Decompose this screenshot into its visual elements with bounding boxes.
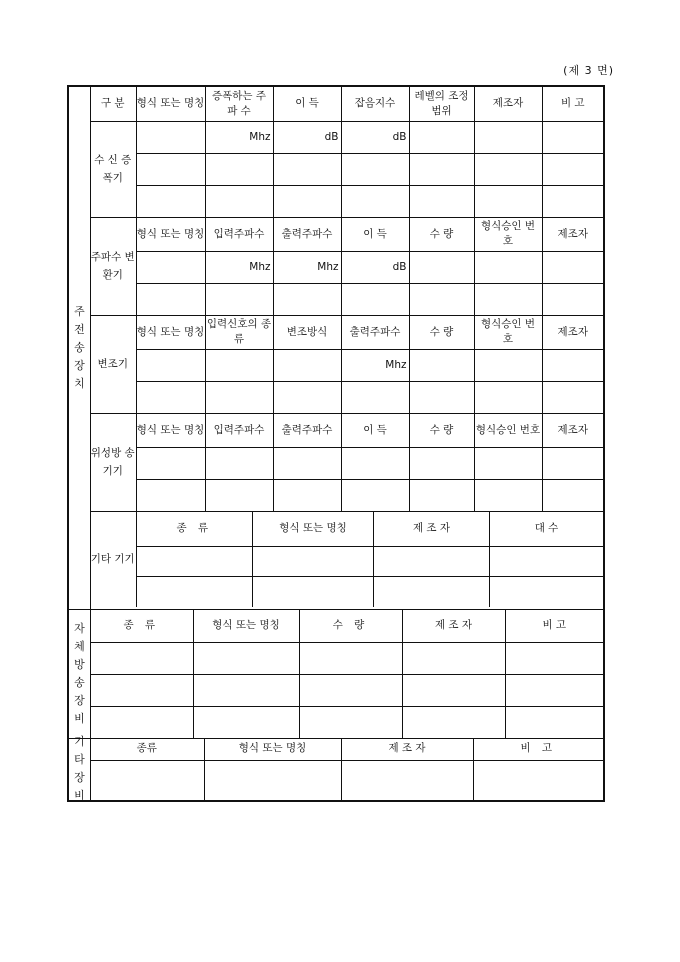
etc-block <box>90 511 603 607</box>
amp-cell[interactable] <box>341 153 409 185</box>
conv-cell[interactable] <box>273 283 341 315</box>
amp-cell[interactable] <box>136 121 205 153</box>
self-header-row <box>90 609 603 642</box>
self-cell[interactable] <box>505 706 603 738</box>
sat-row <box>90 447 603 479</box>
conv-unit-in: Mhz <box>205 251 273 283</box>
etc-cell[interactable] <box>137 577 253 607</box>
etc-header-manufacturer: 제 조 자 <box>374 512 490 547</box>
conv-header-cell: 입력주파수 <box>205 217 273 251</box>
mod-cell[interactable] <box>409 381 474 413</box>
amp-label: 수 신 증폭기 <box>90 121 136 217</box>
sat-cell[interactable] <box>474 447 542 479</box>
sat-header-cell: 출력주파수 <box>273 413 341 447</box>
conv-cell[interactable] <box>341 283 409 315</box>
other-header-remarks: 비 고 <box>473 738 603 760</box>
self-cell[interactable] <box>505 642 603 674</box>
mod-row <box>90 381 603 413</box>
mod-cell[interactable] <box>341 381 409 413</box>
header-remarks: 비 고 <box>542 87 603 121</box>
mod-cell[interactable] <box>273 381 341 413</box>
etc-cell[interactable] <box>374 547 490 577</box>
sat-cell[interactable] <box>409 479 474 511</box>
etc-cell[interactable] <box>490 547 604 577</box>
sat-header-cell: 이 득 <box>341 413 409 447</box>
mod-header-cell: 변조방식 <box>273 315 341 349</box>
self-cell[interactable] <box>90 674 193 706</box>
sat-cell[interactable] <box>542 479 603 511</box>
header-amp-freq: 증폭하는 주 파 수 <box>205 87 273 121</box>
mod-cell[interactable] <box>205 381 273 413</box>
conv-cell[interactable] <box>409 251 474 283</box>
mod-header-row <box>90 315 603 349</box>
self-header-remarks: 비 고 <box>505 609 603 642</box>
conv-header-cell: 이 득 <box>341 217 409 251</box>
conv-cell[interactable] <box>136 251 205 283</box>
conv-cell[interactable] <box>474 251 542 283</box>
mod-cell[interactable] <box>205 349 273 381</box>
self-header-qty: 수 량 <box>299 609 402 642</box>
sat-cell[interactable] <box>341 479 409 511</box>
main-header-row <box>90 87 603 121</box>
amp-unit-freq: Mhz <box>205 121 273 153</box>
mod-cell[interactable] <box>474 381 542 413</box>
mod-header-cell: 제조자 <box>542 315 603 349</box>
etc-cell[interactable] <box>490 577 604 607</box>
mod-cell[interactable] <box>542 381 603 413</box>
amp-row <box>90 153 603 185</box>
sat-cell[interactable] <box>205 479 273 511</box>
other-equipment-table <box>90 738 603 800</box>
amp-cell[interactable] <box>542 185 603 217</box>
self-cell[interactable] <box>299 674 402 706</box>
self-cell[interactable] <box>193 674 299 706</box>
sat-cell[interactable] <box>273 479 341 511</box>
mod-label: 변조기 <box>90 315 136 413</box>
mod-row <box>90 349 603 381</box>
other-header-type: 종류 <box>90 738 204 760</box>
sat-header-cell: 형식승인 번호 <box>474 413 542 447</box>
amp-cell[interactable] <box>409 153 474 185</box>
mod-cell[interactable] <box>136 381 205 413</box>
conv-unit-gain: dB <box>341 251 409 283</box>
sat-header-cell: 제조자 <box>542 413 603 447</box>
etc-cell[interactable] <box>137 547 253 577</box>
equipment-form <box>67 85 605 802</box>
sat-header-cell: 수 량 <box>409 413 474 447</box>
amp-cell[interactable] <box>542 153 603 185</box>
self-cell[interactable] <box>505 674 603 706</box>
conv-unit-out: Mhz <box>273 251 341 283</box>
conv-cell[interactable] <box>542 251 603 283</box>
etc-header-count: 대 수 <box>490 512 604 547</box>
other-vertical-label: 기 타 장 비 <box>69 738 91 800</box>
amp-cell[interactable] <box>409 185 474 217</box>
self-cell[interactable] <box>193 642 299 674</box>
mod-header-cell: 형식 또는 명칭 <box>136 315 205 349</box>
self-cell[interactable] <box>299 642 402 674</box>
main-vertical-label: 주 전 송 장 치 <box>69 87 91 609</box>
self-cell[interactable] <box>402 706 505 738</box>
other-cell[interactable] <box>341 760 473 800</box>
header-noise-figure: 잡음지수 <box>341 87 409 121</box>
sat-cell[interactable] <box>474 479 542 511</box>
mod-header-cell: 수 량 <box>409 315 474 349</box>
conv-label: 주파수 변환기 <box>90 217 136 315</box>
mod-cell[interactable] <box>273 349 341 381</box>
mod-cell[interactable] <box>136 349 205 381</box>
conv-header-cell: 형식 또는 명칭 <box>136 217 205 251</box>
amp-cell[interactable] <box>341 185 409 217</box>
page-number: (제 3 면) <box>563 64 614 77</box>
mod-header-cell: 입력신호의 종류 <box>205 315 273 349</box>
self-broadcast-section <box>69 609 603 739</box>
amp-cell[interactable] <box>542 121 603 153</box>
header-level-range: 레벨의 조정범위 <box>409 87 474 121</box>
header-model: 형식 또는 명칭 <box>136 87 205 121</box>
etc-cell[interactable] <box>253 547 374 577</box>
amp-cell[interactable] <box>474 185 542 217</box>
etc-cell[interactable] <box>374 577 490 607</box>
amp-unit-noise: dB <box>341 121 409 153</box>
main-transmission-section <box>69 87 603 610</box>
conv-cell[interactable] <box>542 283 603 315</box>
self-cell[interactable] <box>193 706 299 738</box>
other-cell[interactable] <box>473 760 603 800</box>
sat-label: 위성방 송기기 <box>90 413 136 511</box>
conv-header-cell: 출력주파수 <box>273 217 341 251</box>
other-header-model: 형식 또는 명칭 <box>204 738 341 760</box>
sat-header-cell: 형식 또는 명칭 <box>136 413 205 447</box>
mod-unit-out: Mhz <box>341 349 409 381</box>
amp-cell[interactable] <box>474 121 542 153</box>
etc-subtable <box>137 512 604 607</box>
sat-cell[interactable] <box>136 447 205 479</box>
self-cell[interactable] <box>402 642 505 674</box>
main-equipment-table <box>90 87 603 607</box>
etc-header-model: 형식 또는 명칭 <box>253 512 374 547</box>
self-cell[interactable] <box>299 706 402 738</box>
sat-header-row <box>90 413 603 447</box>
conv-cell[interactable] <box>409 283 474 315</box>
conv-cell[interactable] <box>474 283 542 315</box>
conv-header-cell: 수 량 <box>409 217 474 251</box>
header-category: 구 분 <box>90 87 136 121</box>
sat-row <box>90 479 603 511</box>
etc-header-type: 종 류 <box>137 512 253 547</box>
amp-cell[interactable] <box>136 185 205 217</box>
etc-label: 기타 기기 <box>90 511 136 607</box>
sat-cell[interactable] <box>273 447 341 479</box>
sat-cell[interactable] <box>205 447 273 479</box>
other-cell[interactable] <box>204 760 341 800</box>
etc-cell[interactable] <box>253 577 374 607</box>
mod-cell[interactable] <box>474 349 542 381</box>
amp-row <box>90 185 603 217</box>
amp-cell[interactable] <box>474 153 542 185</box>
conv-header-cell: 제조자 <box>542 217 603 251</box>
self-header-manufacturer: 제 조 자 <box>402 609 505 642</box>
amp-cell[interactable] <box>273 153 341 185</box>
amp-cell[interactable] <box>205 153 273 185</box>
self-vertical-label: 자 체 방 송 장 비 <box>69 609 91 738</box>
conv-row <box>90 283 603 315</box>
header-manufacturer: 제조자 <box>474 87 542 121</box>
conv-header-row <box>90 217 603 251</box>
self-cell[interactable] <box>90 642 193 674</box>
mod-cell[interactable] <box>542 349 603 381</box>
sat-cell[interactable] <box>542 447 603 479</box>
sat-cell[interactable] <box>409 447 474 479</box>
sat-cell[interactable] <box>341 447 409 479</box>
mod-header-cell: 출력주파수 <box>341 315 409 349</box>
mod-cell[interactable] <box>409 349 474 381</box>
amp-row <box>90 121 603 153</box>
other-header-manufacturer: 제 조 자 <box>341 738 473 760</box>
other-cell[interactable] <box>90 760 204 800</box>
self-equipment-table <box>90 609 603 738</box>
sat-header-cell: 입력주파수 <box>205 413 273 447</box>
conv-row <box>90 251 603 283</box>
conv-cell[interactable] <box>205 283 273 315</box>
amp-unit-gain: dB <box>273 121 341 153</box>
amp-cell[interactable] <box>136 153 205 185</box>
mod-header-cell: 형식승인 번 호 <box>474 315 542 349</box>
header-gain: 이 득 <box>273 87 341 121</box>
self-cell[interactable] <box>90 706 193 738</box>
self-header-type: 종 류 <box>90 609 193 642</box>
conv-cell[interactable] <box>136 283 205 315</box>
etc-subtable-cell <box>136 511 603 607</box>
self-header-model: 형식 또는 명칭 <box>193 609 299 642</box>
conv-header-cell: 형식승인 번 호 <box>474 217 542 251</box>
amp-cell[interactable] <box>409 121 474 153</box>
other-equipment-section <box>69 735 603 802</box>
amp-cell[interactable] <box>205 185 273 217</box>
self-cell[interactable] <box>402 674 505 706</box>
sat-cell[interactable] <box>136 479 205 511</box>
other-header-row <box>90 738 603 760</box>
amp-cell[interactable] <box>273 185 341 217</box>
